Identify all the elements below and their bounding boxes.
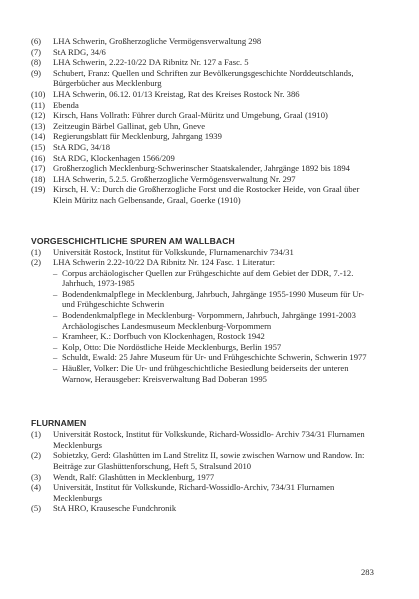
list-item <box>31 36 376 47</box>
note-number: (4) <box>31 482 42 493</box>
section-heading: VORGESCHICHTLICHE SPUREN AM WALLBACH <box>31 235 235 246</box>
section-heading: FLURNAMEN <box>31 418 87 429</box>
literature-item <box>31 342 376 353</box>
note-number: (17) <box>31 163 46 174</box>
note-text: StA RDG, 34/18 <box>53 141 111 152</box>
note-text: LHA Schwerin, Großherzogliche Vermögensverwaltung 298 <box>53 36 262 46</box>
section-wallbach <box>31 236 376 385</box>
literature-item <box>31 331 376 342</box>
dash-bullet: – <box>53 310 58 321</box>
note-number: (14) <box>31 131 46 142</box>
list-item <box>31 503 376 514</box>
section-flurnamen <box>31 418 376 514</box>
note-number: (16) <box>31 152 46 163</box>
list-item <box>31 142 376 153</box>
dash-bullet: – <box>53 352 58 363</box>
list-item <box>31 163 376 174</box>
literature-item <box>31 289 376 310</box>
note-text: Regierungsblatt für Mecklenburg, Jahrgang 1939 <box>53 131 222 142</box>
list-item <box>31 184 376 205</box>
dash-bullet: – <box>53 288 58 299</box>
note-number: (13) <box>31 120 46 131</box>
note-text: Schubert, Franz: Quellen und Schriften zur Bevölkerungsgeschichte Norddeutschlands, Bürgerbücher aus Mecklenburg <box>53 67 354 89</box>
list-item <box>31 57 376 68</box>
literature-text: Bodendenkmalpflege in Mecklenburg, Jahrbuch, Jahrgänge 1955-1990 Museum für Ur- und Frühgeschichte Schwerin <box>62 288 365 310</box>
note-text: Großherzoglich Mecklenburg-Schwerinscher Staatskalender, Jahrgänge 1892 bis 1894 <box>53 163 350 174</box>
list-item <box>31 153 376 164</box>
note-number: (19) <box>31 184 46 195</box>
dash-bullet: – <box>53 331 58 342</box>
list-item <box>31 100 376 111</box>
list-item <box>31 47 376 58</box>
note-text: StA HRO, Krausesche Fundchronik <box>53 503 177 514</box>
note-text: Wendt, Ralf: Glashütten in Mecklenburg, 1977 <box>53 471 215 482</box>
list-item <box>31 68 376 89</box>
note-text: Universität Rostock, Institut für Volkskunde, Richard-Wossidlo- Archiv 734/31 Flurnamen Mecklenburgs <box>53 429 365 450</box>
note-text: Kirsch, H. V.: Durch die Großherzogliche Forst und die Rostocker Heide, von Graal über Klein Müritz nach Gelbensande, Graal, Goerke (1910) <box>53 184 360 205</box>
note-number: (2) <box>31 450 42 461</box>
list-item <box>31 110 376 121</box>
note-number: (2) <box>31 257 42 268</box>
note-text: Kirsch, Hans Vollrath: Führer durch Graal-Müritz und Umgebung, Graal (1910) <box>53 110 328 121</box>
note-text: Sobietzky, Gerd: Glashütten im Land Strelitz II, sowie zwischen Warnow und Randow. In: Beiträge zur Glashüttenforschung, Heft 5, Stralsund 2010 <box>53 450 365 471</box>
note-text: LHA Schwerin 2.22-10/22 DA Ribnitz Nr. 124 Fasc. 1 Literatur: <box>53 257 275 268</box>
literature-item <box>31 310 376 331</box>
note-text: LHA Schwerin, 2.22-10/22 DA Ribnitz Nr. 127 a Fasc. 5 <box>53 57 249 68</box>
list-item <box>31 131 376 142</box>
note-number: (10) <box>31 88 46 99</box>
list-item <box>31 482 376 503</box>
literature-item <box>31 268 376 289</box>
note-text: LHA Schwerin, 5.2.5. Großherzogliche Vermögensverwaltung Nr. 297 <box>53 173 296 184</box>
dash-bullet: – <box>53 267 58 278</box>
literature-text: Bodendenkmalpflege in Mecklenburg- Vorpommern, Jahrbuch, Jahrgänge 1991-2003 Archäologisches Landesmuseum Mecklenburg-Vorpommern <box>62 310 356 331</box>
dash-bullet: – <box>53 363 58 374</box>
note-number: (3) <box>31 471 42 482</box>
list-item <box>31 257 376 268</box>
literature-item <box>31 363 376 384</box>
list-item <box>31 89 376 100</box>
literature-item <box>31 352 376 363</box>
notes-list-1 <box>31 36 376 206</box>
note-number: (15) <box>31 141 46 152</box>
note-number: (7) <box>31 46 42 57</box>
note-text: Universität Rostock, Institut für Volkskunde, Flurnamenarchiv 734/31 <box>53 246 294 257</box>
list-item <box>31 121 376 132</box>
list-item <box>31 174 376 185</box>
note-text: StA RDG, 34/6 <box>53 46 106 57</box>
note-number: (9) <box>31 67 42 78</box>
note-number: (6) <box>31 36 42 46</box>
note-number: (8) <box>31 57 42 68</box>
note-text: Zeitzeugin Bärbel Gallinat, geb Uhn, Gneve <box>53 120 206 131</box>
list-item <box>31 472 376 483</box>
literature-text: Kolp, Otto: Die Nordöstliche Heide Mecklenburgs, Berlin 1957 <box>62 341 282 352</box>
note-number: (1) <box>31 246 42 257</box>
page-content <box>31 36 376 514</box>
list-item <box>31 429 376 450</box>
list-item <box>31 247 376 258</box>
note-number: (1) <box>31 429 42 440</box>
page-number: 283 <box>361 567 374 577</box>
note-number: (18) <box>31 173 46 184</box>
dash-bullet: – <box>53 341 58 352</box>
list-item <box>31 450 376 471</box>
note-number: (12) <box>31 110 46 121</box>
note-text: Universität, Institut für Volkskunde, Richard-Wossidlo-Archiv, 734/31 Flurnamen Mecklenburgs <box>53 482 335 503</box>
literature-text: Häußler, Volker: Die Ur- und frühgeschichtliche Besiedlung beiderseits der unteren Warnow, Herausgeber: Kreisverwaltung Bad Doberan 1995 <box>62 363 349 384</box>
literature-text: Schuldt, Ewald: 25 Jahre Museum für Ur- und Frühgeschichte Schwerin, Schwerin 1977 <box>62 352 367 363</box>
note-number: (5) <box>31 503 42 514</box>
literature-text: Corpus archäologischer Quellen zur Frühgeschichte auf dem Gebiet der DDR, 7.-12. Jahrhuch, 1973-1985 <box>62 267 354 289</box>
note-number: (11) <box>31 99 45 110</box>
note-text: Ebenda <box>53 99 79 110</box>
literature-text: Kramheer, K.: Dorfbuch von Klockenhagen, Rostock 1942 <box>62 331 265 342</box>
note-text: LHA Schwerin, 06.12. 01/13 Kreistag, Rat des Kreises Rostock Nr. 386 <box>53 88 300 99</box>
note-text: StA RDG, Klockenhagen 1566/209 <box>53 152 175 163</box>
